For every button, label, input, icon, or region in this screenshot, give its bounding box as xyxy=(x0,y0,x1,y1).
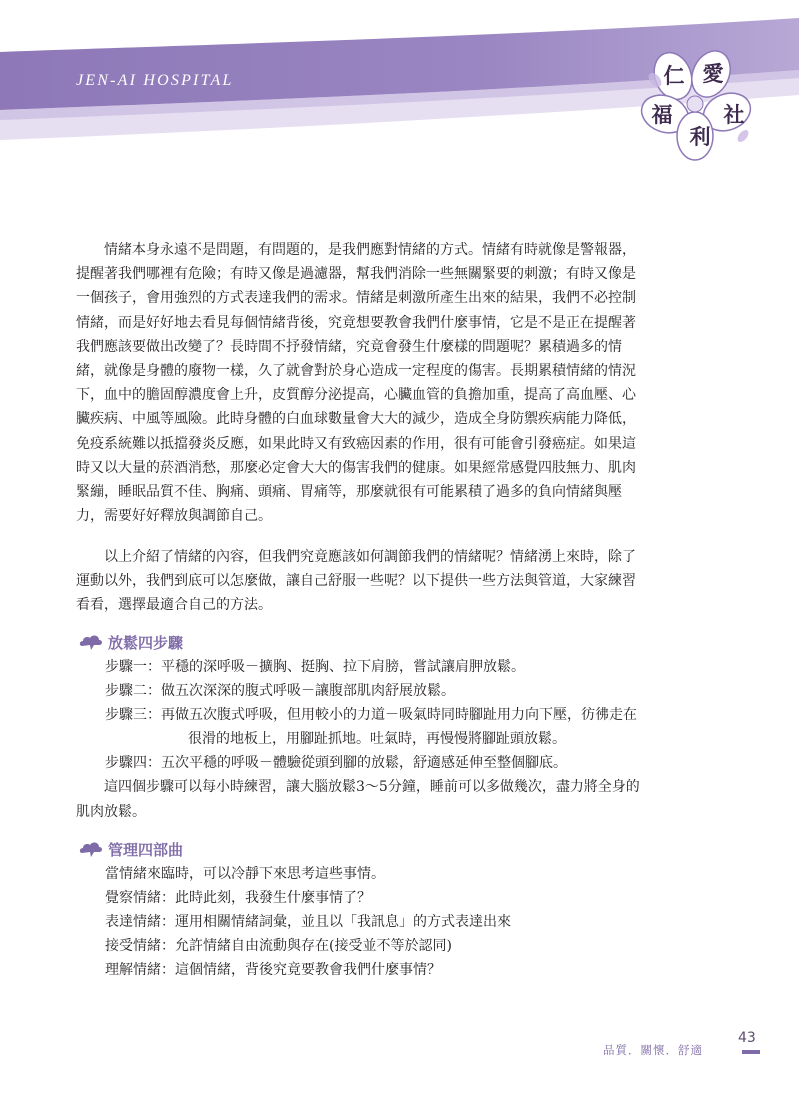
paragraph-line: 下，血中的膽固醇濃度會上升，皮質醇分泌提高，心臟血管的負擔加重，提高了高血壓、心 xyxy=(76,387,636,404)
logo-char-ai: 愛 xyxy=(702,61,724,86)
logo-flower xyxy=(633,40,763,165)
paragraph-line: 看看，選擇最適合自己的方法。 xyxy=(76,597,272,614)
logo-char-fu: 福 xyxy=(651,102,673,127)
paragraph-line: 提醒著我們哪裡有危險；有時又像是過濾器，幫我們消除一些無關緊要的刺激；有時又像是 xyxy=(76,266,636,283)
paragraph-line: 緒，就像是身體的廢物一樣，久了就會對於身心造成一定程度的傷害。長期累積情緒的情況 xyxy=(76,363,636,380)
relax-step-4: 步驟四：五次平穩的呼吸－體驗從頭到腳的放鬆，舒適感延伸至整個腳底。 xyxy=(105,755,567,771)
cloud-icon xyxy=(78,632,104,652)
footer-tagline: 品質．關懷．舒適 xyxy=(603,1043,703,1057)
section-heading-relax xyxy=(78,631,183,653)
paragraph-line: 力，需要好好釋放與調節自己。 xyxy=(76,508,272,525)
manage-step-express: 表達情緒：運用相關情緒詞彙，並且以「我訊息」的方式表達出來 xyxy=(105,914,511,930)
paragraph-line: 運動以外，我們到底可以怎麼做，讓自己舒服一些呢？以下提供一些方法與管道，大家練習 xyxy=(76,573,636,590)
paragraph-line: 我們應該要做出改變了？長時間不抒發情緒，究竟會發生什麼樣的問題呢？累積過多的情 xyxy=(76,338,622,355)
logo-char-li: 利 xyxy=(689,124,711,149)
relax-note xyxy=(76,775,716,824)
section-title-relax: 放鬆四步驟 xyxy=(108,633,184,652)
paragraph-line: 一個孩子，會用強烈的方式表達我們的需求。情緒是刺激所產生出來的結果，我們不必控制 xyxy=(76,290,636,307)
footer-accent-bar xyxy=(742,1050,760,1054)
manage-step-understand: 理解情緒：這個情緒，背後究竟要教會我們什麼事情？ xyxy=(105,962,441,978)
paragraph-intro xyxy=(76,238,716,528)
relax-step-1: 步驟一：平穩的深呼吸－擴胸、挺胸、拉下肩膀，嘗試讓肩胛放鬆。 xyxy=(105,659,525,675)
paragraph-line: 時又以大量的菸酒消愁，那麼必定會大大的傷害我們的健康。如果經常感覺四肢無力、肌肉 xyxy=(76,459,636,476)
paragraph-line: 免疫系統難以抵擋發炎反應，如果此時又有致癌因素的作用，很有可能會引發癌症。如果這 xyxy=(76,435,636,452)
note-line: 這四個步驟可以每小時練習，讓大腦放鬆3～5分鐘，睡前可以多做幾次，盡力將全身的 xyxy=(104,779,640,795)
paragraph-line: 以上介紹了情緒的內容，但我們究竟應該如何調節我們的情緒呢？情緒湧上來時，除了 xyxy=(104,549,636,565)
hospital-name: JEN-AI HOSPITAL xyxy=(76,72,234,89)
manage-intro: 當情緒來臨時，可以冷靜下來思考這些事情。 xyxy=(105,866,385,882)
paragraph-line: 情緒，而是好好地去看見每個情緒背後，究竟想要教會我們什麼事情，它是不是正在提醒著 xyxy=(76,314,636,331)
paragraph-line: 緊繃，睡眠品質不佳、胸痛、頭痛、胃痛等，那麼就很有可能累積了過多的負向情緒與壓 xyxy=(76,484,622,501)
section-heading-manage xyxy=(78,838,183,860)
manage-step-aware: 覺察情緒：此時此刻，我發生什麼事情了？ xyxy=(105,890,371,906)
paragraph-line: 臟疾病、中風等風險。此時身體的白血球數量會大大的減少，造成全身防禦疾病能力降低， xyxy=(76,411,636,428)
relax-step-3: 步驟三：再做五次腹式呼吸，但用較小的力道－吸氣時同時腳趾用力向下壓，彷彿走在 xyxy=(105,707,637,723)
relax-step-2: 步驟二：做五次深深的腹式呼吸－讓腹部肌肉舒展放鬆。 xyxy=(105,683,455,699)
relax-step-3-cont: 很滑的地板上，用腳趾抓地。吐氣時，再慢慢將腳趾頭放鬆。 xyxy=(188,731,566,747)
logo-char-she: 社 xyxy=(723,102,745,127)
page-number: 43 xyxy=(738,1030,756,1046)
manage-step-accept: 接受情緒：允許情緒自由流動與存在(接受並不等於認同) xyxy=(105,938,452,954)
paragraph-methods xyxy=(76,545,716,618)
section-title-manage: 管理四部曲 xyxy=(108,840,184,859)
note-line: 肌肉放鬆。 xyxy=(76,803,146,820)
cloud-icon xyxy=(78,839,104,859)
logo-char-ren: 仁 xyxy=(663,63,685,88)
paragraph-line: 情緒本身永遠不是問題，有問題的，是我們應對情緒的方式。情緒有時就像是警報器， xyxy=(104,242,636,258)
